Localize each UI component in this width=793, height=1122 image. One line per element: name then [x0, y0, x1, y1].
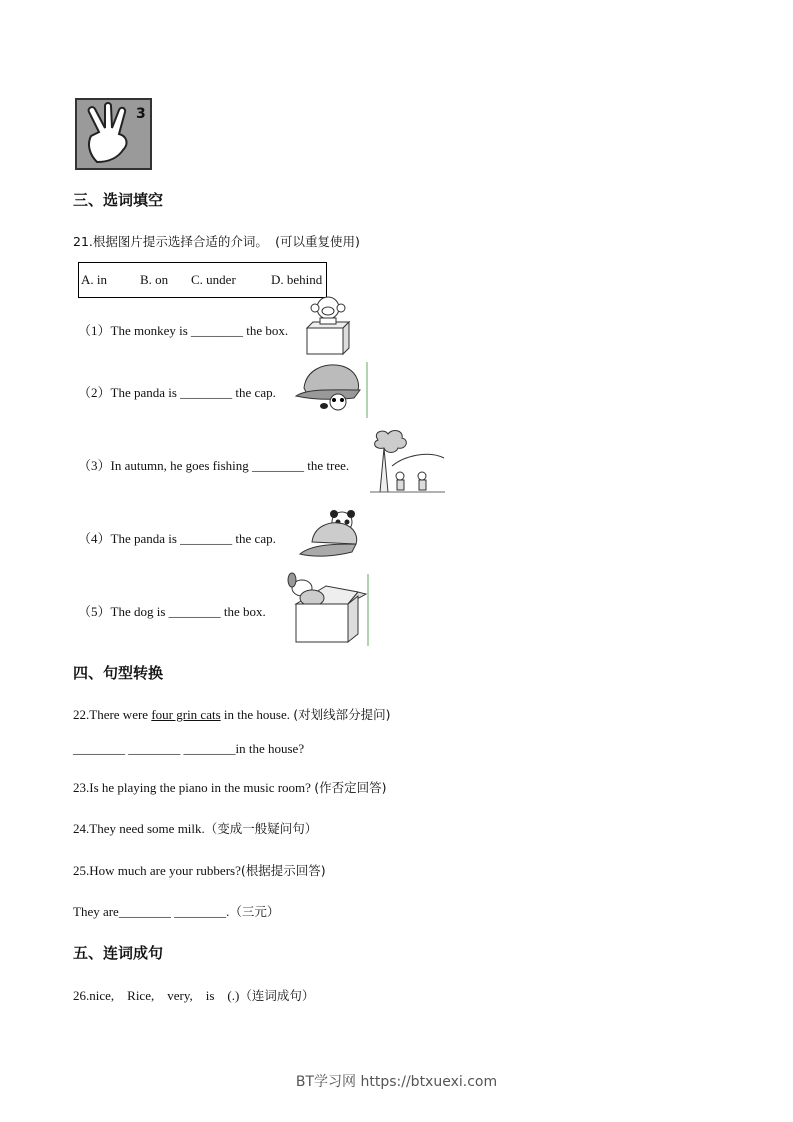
option-c: C. under — [191, 272, 236, 287]
hand-three-icon — [75, 98, 152, 170]
question-26 — [73, 986, 314, 1004]
section-5-title: 五、连词成句 — [73, 944, 164, 962]
question-26-note: （连词成句） — [239, 988, 315, 1003]
option-a: A. in — [81, 272, 107, 287]
question-22-answer: ________ ________ ________in the house? — [73, 741, 305, 756]
question-23-text: 23.Is he playing the piano in the music room? — [73, 780, 315, 795]
option-b: B. on — [140, 272, 169, 287]
question-25-answer — [73, 902, 279, 920]
monkey-on-box-image — [303, 294, 353, 356]
question-22-after: in the house. — [220, 707, 294, 722]
question-24-text: 24.They need some milk. — [73, 821, 205, 836]
panda-under-cap-image — [294, 360, 369, 418]
question-22-underlined: four grin cats — [151, 707, 221, 722]
question-25-text: 25.How much are your rubbers? — [73, 863, 241, 878]
question-24-note: （变成一般疑问句） — [204, 821, 318, 836]
footer-watermark: BT学习网 https://btxuexi.com — [295, 1074, 498, 1090]
fishing-under-tree-image — [370, 428, 445, 496]
question-24 — [73, 819, 317, 837]
question-21-note: (可以重复使用) — [275, 234, 360, 249]
question-23 — [73, 778, 386, 796]
option-d: D. behind — [271, 272, 323, 287]
question-21 — [73, 232, 360, 250]
dog-in-box-image — [282, 572, 370, 646]
item-3: （3）In autumn, he goes fishing ________ the tree. — [78, 458, 350, 473]
question-22-before: 22.There were — [73, 707, 152, 722]
question-22-note: (对划线部分提问) — [293, 707, 391, 722]
section-3-title: 三、选词填空 — [73, 191, 164, 209]
options-box — [78, 262, 327, 298]
question-23-note: (作否定回答) — [314, 780, 387, 795]
question-25-answer-text: They are________ ________. — [73, 904, 230, 919]
section-4-title: 四、句型转换 — [73, 664, 164, 682]
panda-behind-cap-image — [298, 508, 360, 566]
svg-text:3: 3 — [136, 106, 146, 122]
question-21-prefix: 21.根据图片提示选择合适的介词。 — [73, 234, 268, 249]
question-25-note: (根据提示回答) — [240, 863, 326, 878]
question-25 — [73, 861, 326, 879]
item-1: （1）The monkey is ________ the box. — [78, 323, 289, 338]
question-26-text: 26.nice, Rice, very, is (.) — [73, 988, 240, 1003]
question-25-answer-note: （三元） — [229, 904, 280, 919]
item-5: （5）The dog is ________ the box. — [78, 604, 266, 619]
question-22 — [73, 705, 390, 723]
item-2: （2）The panda is ________ the cap. — [78, 385, 276, 400]
item-4: （4）The panda is ________ the cap. — [78, 531, 276, 546]
